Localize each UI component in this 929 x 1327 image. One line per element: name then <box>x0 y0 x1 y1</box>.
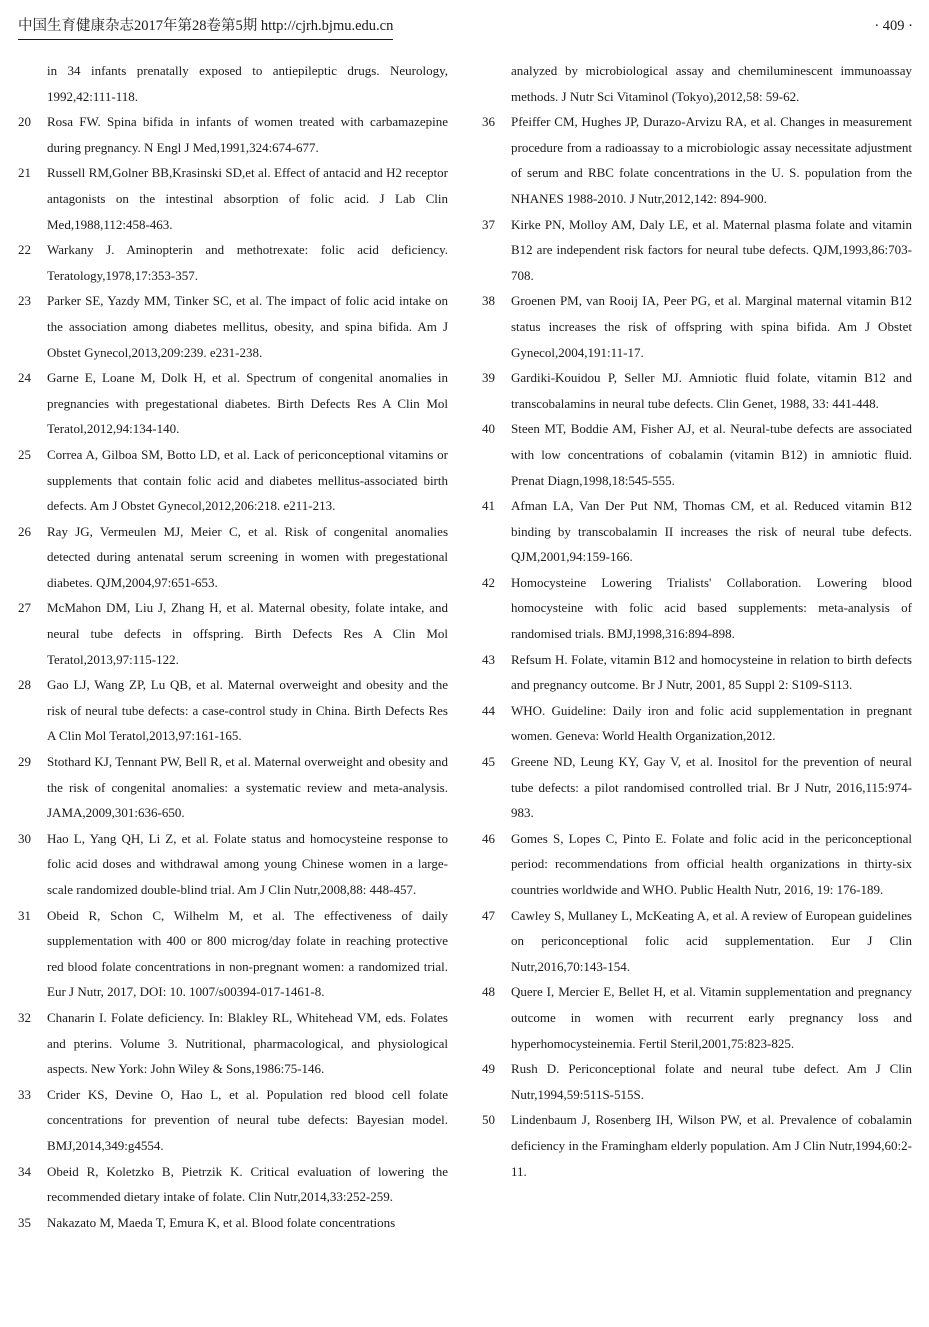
reference-entry <box>482 212 912 289</box>
reference-number: 38 <box>482 293 495 309</box>
reference-entry <box>18 826 448 903</box>
reference-number: 50 <box>482 1112 495 1128</box>
reference-number: 45 <box>482 754 495 770</box>
reference-entry <box>482 109 912 211</box>
reference-number: 31 <box>18 907 31 923</box>
reference-number: 27 <box>18 600 31 616</box>
reference-text: Homocysteine Lowering Trialists' Collaboration. Lowering blood homocysteine with folic acid based supplements: meta-analysis of randomised trials. BMJ,1998,316:894-898. <box>511 574 912 642</box>
reference-number: 48 <box>482 984 495 1000</box>
reference-entry <box>482 749 912 826</box>
reference-text: Garne E, Loane M, Dolk H, et al. Spectrum of congenital anomalies in pregnancies with pregestational diabetes. Birth Defects Res A Clin Mol Teratol,2012,94:134-140. <box>47 370 448 437</box>
reference-entry <box>18 519 448 596</box>
reference-entry <box>482 365 912 416</box>
reference-entry <box>482 416 912 493</box>
reference-entry <box>18 903 448 1005</box>
reference-entry <box>18 288 448 365</box>
reference-entry <box>18 1210 448 1236</box>
reference-entry <box>482 493 912 570</box>
reference-entry <box>18 1005 448 1082</box>
reference-entry <box>18 58 448 109</box>
reference-entry <box>18 442 448 519</box>
reference-number: 35 <box>18 1214 31 1230</box>
reference-number: 24 <box>18 370 31 386</box>
reference-entry <box>482 1107 912 1184</box>
reference-entry <box>482 979 912 1056</box>
reference-text: Crider KS, Devine O, Hao L, et al. Population red blood cell folate concentrations for prevention of neural tube defects: Bayesian model. BMJ,2014,349:g4554. <box>47 1086 448 1153</box>
reference-text: Gao LJ, Wang ZP, Lu QB, et al. Maternal overweight and obesity and the risk of neural tube defects: a case-control study in China. Birth Defects Res A Clin Mol Teratol,2013,97:161-165. <box>47 677 448 744</box>
reference-number: 29 <box>18 754 31 770</box>
reference-text: McMahon DM, Liu J, Zhang H, et al. Maternal obesity, folate intake, and neural tube defects in offspring. Birth Defects Res A Clin Mol Teratol,2013,97:115-122. <box>47 600 448 667</box>
reference-text: Cawley S, Mullaney L, McKeating A, et al. A review of European guidelines on periconceptional folic acid supplementation. Eur J Clin Nutr,2016,70:143-154. <box>511 907 912 974</box>
reference-text: Rush D. Periconceptional folate and neural tube defect. Am J Clin Nutr,1994,59:511S-515S. <box>511 1061 912 1102</box>
reference-number: 33 <box>18 1086 31 1102</box>
reference-entry <box>482 647 912 698</box>
reference-number: 32 <box>18 1009 31 1025</box>
reference-text: Pfeiffer CM, Hughes JP, Durazo-Arvizu RA, et al. Changes in measurement procedure from a radioassay to a microbiologic assay necessitate adjustment of serum and RBC folate concentrations in the U. S. population from the NHANES 1988-2010. J Nutr,2012,142: 894-900. <box>511 114 912 206</box>
reference-number: 22 <box>18 242 31 258</box>
reference-number: 23 <box>18 293 31 309</box>
reference-entry <box>18 237 448 288</box>
reference-entry <box>18 365 448 442</box>
reference-number: 41 <box>482 498 495 514</box>
reference-text: Nakazato M, Maeda T, Emura K, et al. Blood folate concentrations <box>47 1214 396 1230</box>
reference-number: 47 <box>482 907 495 923</box>
reference-entry <box>482 698 912 749</box>
right-reference-column <box>482 58 912 1184</box>
reference-entry <box>18 595 448 672</box>
reference-text: Rosa FW. Spina bifida in infants of women treated with carbamazepine during pregnancy. N Engl J Med,1991,324:674-677. <box>47 114 448 155</box>
reference-text: Gardiki-Kouidou P, Seller MJ. Amniotic fluid folate, vitamin B12 and transcobalamins in neural tube defects. Clin Genet, 1988, 33: 441-448. <box>511 370 912 411</box>
left-reference-column <box>18 58 448 1235</box>
reference-text: Stothard KJ, Tennant PW, Bell R, et al. Maternal overweight and obesity and the risk of congenital anomalies: a systematic review and meta-analysis. JAMA,2009,301:636-650. <box>47 754 448 821</box>
reference-entry <box>482 288 912 365</box>
reference-text: Obeid R, Schon C, Wilhelm M, et al. The effectiveness of daily supplementation with 400 or 800 microg/day folate in reaching protective red blood folate concentrations in non-pregnant women: a randomized trial. Eur J Nutr, 2017, DOI: 10. 1007/s00394-017-1461-8. <box>47 907 448 1000</box>
reference-text: Parker SE, Yazdy MM, Tinker SC, et al. The impact of folic acid intake on the association among diabetes mellitus, obesity, and spina bifida. Am J Obstet Gynecol,2013,209:239. e231-238. <box>47 293 448 360</box>
reference-text: WHO. Guideline: Daily iron and folic acid supplementation in pregnant women. Geneva: World Health Organization,2012. <box>511 702 912 744</box>
reference-number: 28 <box>18 677 31 693</box>
reference-entry <box>18 160 448 237</box>
reference-number: 30 <box>18 830 31 846</box>
reference-text: Groenen PM, van Rooij IA, Peer PG, et al. Marginal maternal vitamin B12 status increases the risk of offspring with spina bifida. Am J Obstet Gynecol,2004,191:11-17. <box>511 293 912 360</box>
reference-text: Kirke PN, Molloy AM, Daly LE, et al. Maternal plasma folate and vitamin B12 are independent risk factors for neural tube defects. QJM,1993,86:703-708. <box>511 216 912 283</box>
reference-text: Gomes S, Lopes C, Pinto E. Folate and folic acid in the periconceptional period: recommendations from official health organizations in thirty-six countries worldwide and WHO. Public Health Nutr, 2016, 19: 176-189. <box>511 830 912 897</box>
reference-entry <box>18 749 448 826</box>
reference-text: Correa A, Gilboa SM, Botto LD, et al. Lack of periconceptional vitamins or supplements that contain folic acid and diabetes mellitus-associated birth defects. Am J Obstet Gynecol,2012,206:218. e211-213. <box>47 446 448 514</box>
reference-number: 49 <box>482 1061 495 1077</box>
reference-number: 46 <box>482 830 495 846</box>
reference-text: Steen MT, Boddie AM, Fisher AJ, et al. Neural-tube defects are associated with low concentrations of cobalamin (vitamin B12) in amniotic fluid. Prenat Diagn,1998,18:545-555. <box>511 421 912 488</box>
reference-number: 25 <box>18 446 31 462</box>
reference-text: Chanarin I. Folate deficiency. In: Blakley RL, Whitehead VM, eds. Folates and pterins. Volume 3. Nutritional, pharmacological, and physiological aspects. New York: John Wiley & Sons,1986:75-146. <box>47 1009 448 1077</box>
reference-text: Afman LA, Van Der Put NM, Thomas CM, et al. Reduced vitamin B12 binding by transcobalamin II increases the risk of neural tube defects. QJM,2001,94:159-166. <box>511 498 912 565</box>
reference-number: 44 <box>482 702 495 718</box>
page-header <box>18 15 913 41</box>
reference-number: 26 <box>18 523 31 539</box>
reference-entry <box>482 826 912 903</box>
reference-entry <box>18 1159 448 1210</box>
page-number: · 409 · <box>874 18 913 34</box>
reference-entry <box>482 58 912 109</box>
reference-number: 20 <box>18 114 31 130</box>
reference-text: Refsum H. Folate, vitamin B12 and homocysteine in relation to birth defects and pregnancy outcome. Br J Nutr, 2001, 85 Suppl 2: S109-S113. <box>511 651 912 693</box>
reference-text: Ray JG, Vermeulen MJ, Meier C, et al. Risk of congenital anomalies detected during antenatal serum screening in women with pregestational diabetes. QJM,2004,97:651-653. <box>47 523 448 590</box>
reference-entry <box>482 903 912 980</box>
reference-entry <box>18 1082 448 1159</box>
reference-number: 43 <box>482 651 495 667</box>
reference-number: 36 <box>482 114 495 130</box>
journal-header: 中国生育健康杂志2017年第28卷第5期 http://cjrh.bjmu.edu.cn <box>18 15 393 40</box>
reference-text: Russell RM,Golner BB,Krasinski SD,et al. Effect of antacid and H2 receptor antagonists on the intestinal absorption of folic acid. J Lab Clin Med,1988,112:458-463. <box>47 165 448 232</box>
reference-text: Warkany J. Aminopterin and methotrexate: folic acid deficiency. Teratology,1978,17:353-357. <box>47 242 448 283</box>
reference-text: Quere I, Mercier E, Bellet H, et al. Vitamin supplementation and pregnancy outcome in women with recurrent early pregnancy loss and hyperhomocysteinemia. Fertil Steril,2001,75:823-825. <box>511 984 912 1051</box>
reference-text: Greene ND, Leung KY, Gay V, et al. Inositol for the prevention of neural tube defects: a pilot randomised controlled trial. Br J Nutr, 2016,115:974-983. <box>511 754 912 821</box>
reference-text: in 34 infants prenatally exposed to antiepileptic drugs. Neurology, 1992,42:111-118. <box>47 63 448 104</box>
reference-text: Obeid R, Koletzko B, Pietrzik K. Critical evaluation of lowering the recommended dietary intake of folate. Clin Nutr,2014,33:252-259. <box>47 1163 448 1205</box>
reference-number: 34 <box>18 1163 31 1179</box>
reference-text: Hao L, Yang QH, Li Z, et al. Folate status and homocysteine response to folic acid doses and withdrawal among young Chinese women in a large-scale randomized double-blind trial. Am J Clin Nutr,2008,88: 448-457. <box>47 830 448 897</box>
reference-entry <box>18 109 448 160</box>
reference-number: 42 <box>482 574 495 590</box>
reference-number: 37 <box>482 216 495 232</box>
reference-number: 40 <box>482 421 495 437</box>
reference-number: 21 <box>18 165 31 181</box>
reference-entry <box>482 1056 912 1107</box>
reference-text: analyzed by microbiological assay and chemiluminescent immunoassay methods. J Nutr Sci Vitaminol (Tokyo),2012,58: 59-62. <box>511 63 912 104</box>
reference-entry <box>18 672 448 749</box>
reference-number: 39 <box>482 370 495 386</box>
reference-entry <box>482 570 912 647</box>
reference-text: Lindenbaum J, Rosenberg IH, Wilson PW, et al. Prevalence of cobalamin deficiency in the Framingham elderly population. Am J Clin Nutr,1994,60:2-11. <box>511 1112 912 1179</box>
